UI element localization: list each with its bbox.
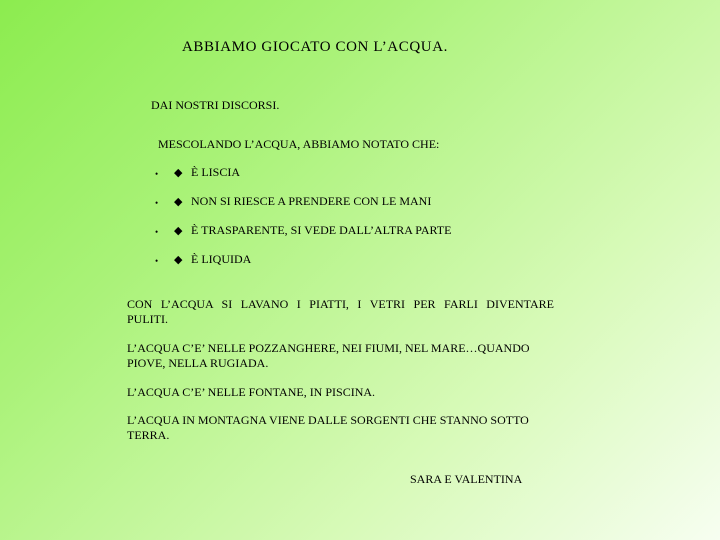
paragraph-fountains: L’ACQUA C’E’ NELLE FONTANE, IN PISCINA. [127, 385, 376, 399]
document-subtitle: DAI NOSTRI DISCORSI. [151, 98, 280, 112]
bullet-dot-icon: • [155, 198, 159, 208]
bullet-dot-icon: • [155, 256, 159, 266]
paragraph-where-water: L’ACQUA C’E’ NELLE POZZANGHERE, NEI FIUMI, NEL MARE…QUANDO PIOVE, NELLA RUGIADA. [127, 341, 530, 370]
diamond-icon: ◆ [174, 195, 183, 208]
paragraph-washing: CON L’ACQUA SI LAVANO I PIATTI, I VETRI PER FARLI DIVENTARE PULITI. [127, 297, 554, 326]
paragraph-mountain-springs: L’ACQUA IN MONTAGNA VIENE DALLE SORGENTI CHE STANNO SOTTO TERRA. [127, 413, 529, 442]
list-item-text: NON SI RIESCE A PRENDERE CON LE MANI [191, 194, 432, 208]
list-item-text: È TRASPARENTE, SI VEDE DALL’ALTRA PARTE [191, 223, 452, 237]
intro-text: MESCOLANDO L’ACQUA, ABBIAMO NOTATO CHE: [158, 137, 440, 151]
diamond-icon: ◆ [174, 253, 183, 266]
list-item-text: È LISCIA [191, 165, 240, 179]
signature: SARA E VALENTINA [410, 472, 523, 486]
diamond-icon: ◆ [174, 224, 183, 237]
diamond-icon: ◆ [174, 166, 183, 179]
document-title: ABBIAMO GIOCATO CON L’ACQUA. [182, 39, 448, 55]
list-item-text: È LIQUIDA [191, 252, 252, 266]
bullet-dot-icon: • [155, 169, 159, 179]
bullet-dot-icon: • [155, 227, 159, 237]
